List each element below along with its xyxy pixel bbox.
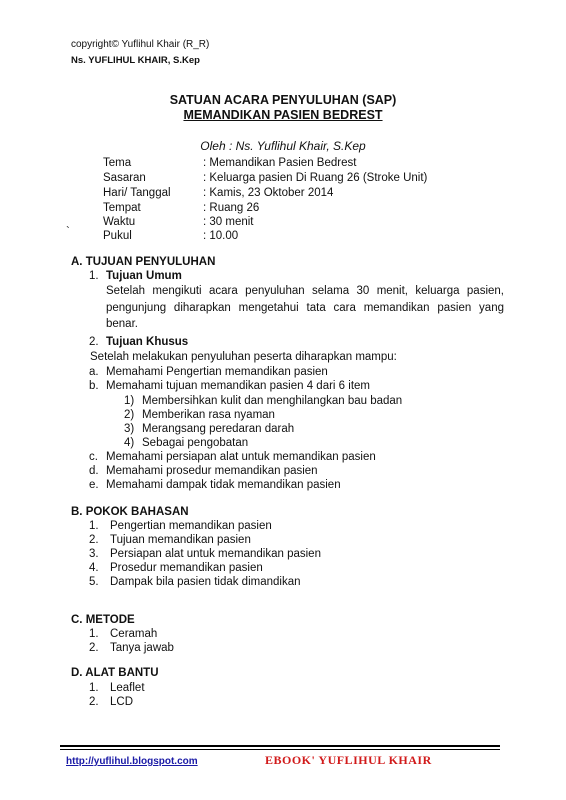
section-a-heading: A. TUJUAN PENYULUHAN [71,256,216,268]
list-item: Tanya jawab [110,642,174,654]
ebook-brand: EBOOK' YUFLIHUL KHAIR [265,753,432,767]
list-item: Memahami dampak tidak memandikan pasien [106,479,341,491]
footer-rule-thick [60,745,500,747]
info-value-tanggal: : Kamis, 23 Oktober 2014 [203,187,334,199]
tujuan-umum-title: Tujuan Umum [106,270,182,282]
tujuan-khusus-title: Tujuan Khusus [106,336,189,348]
author-credit: Oleh : Ns. Yuflihul Khair, S.Kep [200,139,366,153]
info-label-tanggal: Hari/ Tanggal [103,187,171,199]
list-item: Memahami persiapan alat untuk memandikan pasien [106,451,376,463]
list-marker: 1. [89,520,99,532]
list-marker: 4. [89,562,99,574]
info-label-sasaran: Sasaran [103,172,146,184]
tujuan-khusus-intro: Setelah melakukan penyuluhan peserta diharapkan mampu: [90,351,397,363]
list-marker: 2. [89,642,99,654]
sub-list-item: Merangsang peredaran darah [142,423,295,435]
info-value-waktu: : 30 menit [203,216,254,228]
sub-list-item: Sebagai pengobatan [142,437,249,449]
list-marker: 2. [89,696,99,708]
sub-list-item: Memberikan rasa nyaman [142,409,275,421]
info-value-pukul: : 10.00 [203,230,239,242]
info-label-waktu: Waktu [103,216,136,228]
list-item: Memahami prosedur memandikan pasien [106,465,318,477]
tujuan-khusus-number: 2. [89,336,99,348]
info-value-sasaran: : Keluarga pasien Di Ruang 26 (Stroke Unit) [203,172,428,184]
list-marker: c. [89,451,98,463]
info-label-pukul: Pukul [103,230,132,242]
list-marker: a. [89,366,99,378]
blog-link[interactable]: http://yuflihul.blogspot.com [66,756,198,767]
tujuan-umum-number: 1. [89,270,99,282]
list-item: Leaflet [110,682,145,694]
list-item: Tujuan memandikan pasien [110,534,251,546]
section-c-heading: C. METODE [71,614,135,626]
sub-list-marker: 3) [124,423,135,435]
list-marker: 5. [89,576,99,588]
list-marker: 1. [89,682,99,694]
sub-list-marker: 2) [124,409,135,421]
list-marker: d. [89,465,99,477]
section-d-heading: D. ALAT BANTU [71,667,159,679]
list-item: Persiapan alat untuk memandikan pasien [110,548,321,560]
list-item: Ceramah [110,628,158,640]
sub-list-item: Membersihkan kulit dan menghilangkan bau badan [142,395,403,407]
list-item: LCD [110,696,134,708]
info-label-tempat: Tempat [103,202,141,214]
sub-list-marker: 4) [124,437,135,449]
list-item: Memahami tujuan memandikan pasien 4 dari 6 item [106,380,370,392]
footer-rule-thin [60,749,500,750]
section-b-heading: B. POKOK BAHASAN [71,506,189,518]
list-item: Memahami Pengertian memandikan pasien [106,366,328,378]
sub-list-marker: 1) [124,395,135,407]
document-title: SATUAN ACARA PENYULUHAN (SAP) [169,93,397,107]
stray-mark: ` [66,226,70,238]
info-value-tempat: : Ruang 26 [203,202,260,214]
list-marker: 3. [89,548,99,560]
list-item: Dampak bila pasien tidak dimandikan [110,576,301,588]
list-marker: 2. [89,534,99,546]
info-value-tema: : Memandikan Pasien Bedrest [203,157,357,169]
info-label-tema: Tema [103,157,132,169]
list-item: Prosedur memandikan pasien [110,562,263,574]
list-marker: b. [89,380,99,392]
tujuan-umum-text: Setelah mengikuti acara penyuluhan selama 30 menit, keluarga pasien, pengunjung diharapkan mengetahui tata cara memandikan pasien yang benar. [106,285,504,330]
document-subtitle: MEMANDIKAN PASIEN BEDREST [183,108,383,122]
copyright-line: copyright© Yuflihul Khair (R_R) [71,39,210,50]
list-marker: 1. [89,628,99,640]
author-header: Ns. YUFLIHUL KHAIR, S.Kep [71,55,200,66]
list-marker: e. [89,479,99,491]
list-item: Pengertian memandikan pasien [110,520,272,532]
